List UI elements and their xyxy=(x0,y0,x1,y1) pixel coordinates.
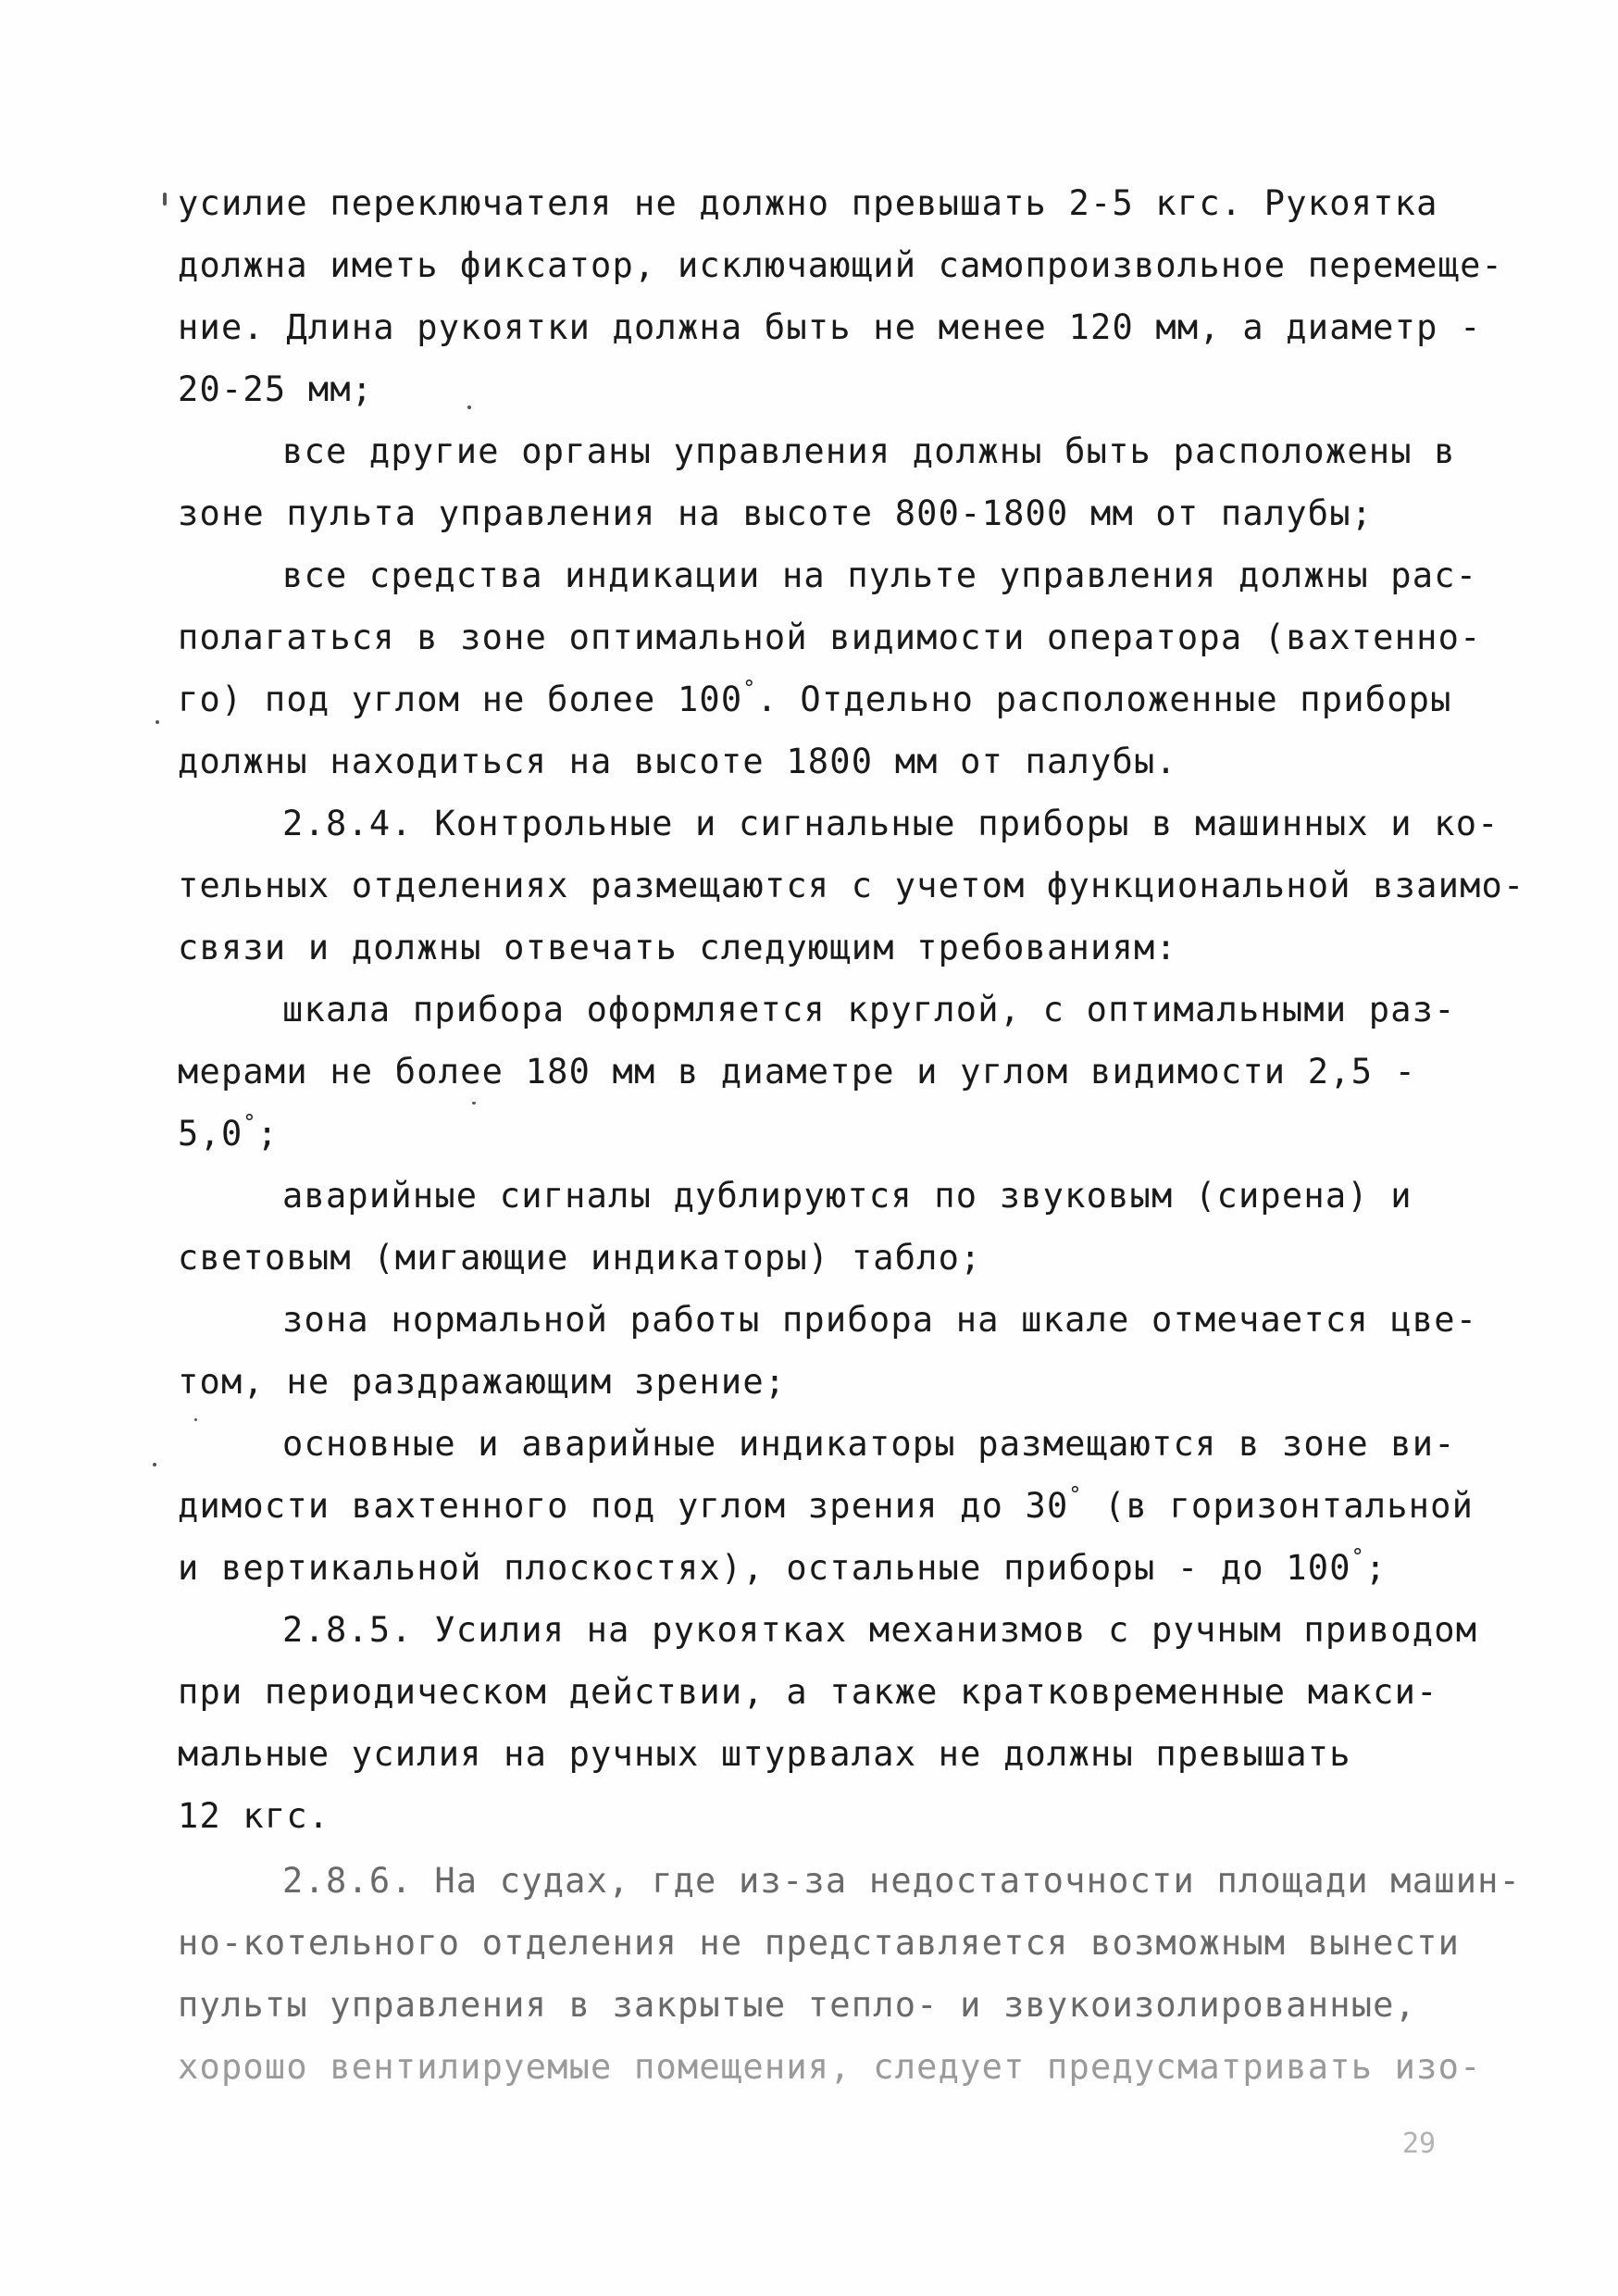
text-line: том, не раздражающим зрение; xyxy=(178,1362,787,1402)
scan-speck xyxy=(194,1418,197,1421)
scan-speck xyxy=(467,406,471,409)
text-line: должны находиться на высоте 1800 мм от палубы. xyxy=(178,742,1177,781)
text-line: полагаться в зоне оптимальной видимости оператора (вахтенно- xyxy=(178,618,1482,657)
scan-speck xyxy=(153,1463,156,1466)
text-line: димости вахтенного под углом зрения до 30° (в горизонтальной xyxy=(178,1482,1475,1526)
scan-speck xyxy=(156,720,159,724)
text-line: хорошо вентилируемые помещения, следует предусматривать изо- xyxy=(178,2047,1482,2087)
degree-superscript: ° xyxy=(742,676,757,701)
scan-speck xyxy=(472,1102,476,1104)
text-line: мальные усилия на ручных штурвалах не должны превышать xyxy=(178,1734,1351,1774)
text-line: мерами не более 180 мм в диаметре и углом видимости 2,5 - xyxy=(178,1052,1417,1092)
text-line: 12 кгс. xyxy=(178,1796,330,1836)
text-line: связи и должны отвечать следующим требованиям: xyxy=(178,928,1177,967)
text-line: 2.8.5. Усилия на рукоятках механизмов с ручным приводом xyxy=(282,1610,1478,1650)
text-line: все другие органы управления должны быть расположены в xyxy=(282,431,1456,471)
text-line: но-котельного отделения не представляется возможным вынести xyxy=(178,1923,1461,1963)
text-line: световым (мигающие индикаторы) табло; xyxy=(178,1238,982,1278)
text-line: и вертикальной плоскостях), остальные приборы - до 100°; xyxy=(178,1544,1388,1588)
text-line: 2.8.6. На судах, где из-за недостаточности площади машин- xyxy=(282,1861,1522,1901)
text-line: 5,0°; xyxy=(178,1110,279,1154)
text-line: при периодическом действии, а также кратковременные макси- xyxy=(178,1672,1438,1712)
text-line: тельных отделениях размещаются с учетом функциональной взаимо- xyxy=(178,866,1525,905)
degree-superscript: ° xyxy=(1350,1544,1365,1569)
text-line: должна иметь фиксатор, исключающий самопроизвольное перемеще- xyxy=(178,245,1504,285)
text-line: го) под углом не более 100°. Отдельно расположенные приборы xyxy=(178,676,1452,719)
degree-superscript: ° xyxy=(243,1110,257,1135)
text-line: усилие переключателя не должно превышать 2-5 кгс. Рукоятка xyxy=(178,183,1438,223)
text-line: ние. Длина рукоятки должна быть не менее 120 мм, а диаметр - xyxy=(178,307,1482,347)
text-line: 2.8.4. Контрольные и сигнальные приборы в машинных и ко- xyxy=(282,804,1500,843)
text-line: зона нормальной работы прибора на шкале отмечается цве- xyxy=(282,1300,1478,1340)
text-line: основные и аварийные индикаторы размещаются в зоне ви- xyxy=(282,1424,1456,1464)
text-line: аварийные сигналы дублируются по звуковым (сирена) и xyxy=(282,1176,1413,1216)
degree-superscript: ° xyxy=(1068,1482,1083,1507)
text-line: все средства индикации на пульте управления должны рас- xyxy=(282,555,1478,595)
scan-speck xyxy=(163,193,167,206)
text-line: 20-25 мм; xyxy=(178,369,374,409)
text-line: шкала прибора оформляется круглой, с оптимальными раз- xyxy=(282,990,1456,1029)
page-number: 29 xyxy=(1402,2128,1437,2160)
text-line: пульты управления в закрытые тепло- и звукоизолированные, xyxy=(178,1985,1417,2025)
text-line: зоне пульта управления на высоте 800-1800 мм от палубы; xyxy=(178,493,1374,533)
